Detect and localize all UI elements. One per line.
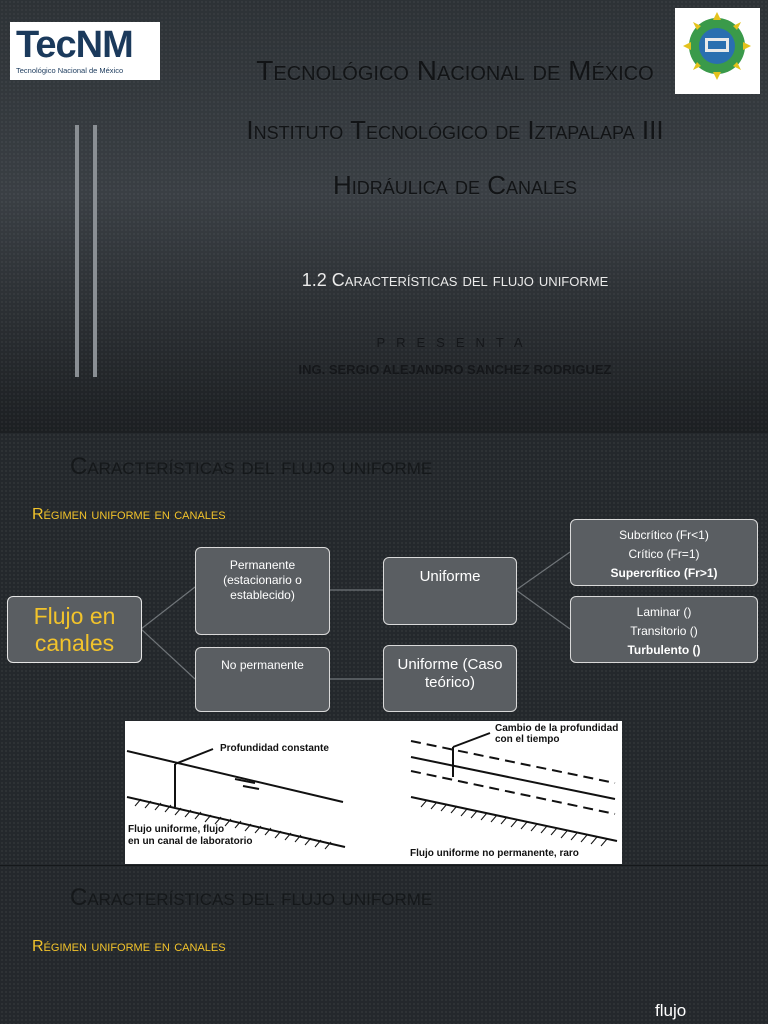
channel-flow-figure — [125, 721, 622, 864]
content-slide-regimen-2 — [0, 866, 768, 1024]
title-slide — [0, 0, 768, 433]
campus-title: Instituto Tecnológico de Iztapalapa III — [246, 115, 664, 145]
node-regimen-reynolds — [570, 596, 758, 663]
presenter-name: ING. SERGIO ALEJANDRO SANCHEZ RODRIGUEZ — [298, 362, 612, 377]
institution-title: Tecnológico Nacional de México — [256, 55, 654, 86]
node-uniforme-teorico-line-2: teórico) — [424, 674, 476, 691]
slide-heading: Características del flujo uniforme — [70, 453, 433, 480]
node-permanente-line-3: establecido) — [230, 588, 295, 602]
node-supercritico: Supercrítico (Fr>1) — [610, 566, 718, 580]
node-no-permanente — [195, 647, 330, 712]
node-uniforme-teorico — [383, 645, 517, 712]
figure-label-depth-change-line-1: Cambio de la profundidad — [495, 723, 619, 734]
section-title: Régimen uniforme en canales — [32, 506, 226, 523]
node-uniforme — [383, 557, 517, 625]
slide3-heading: Características del flujo uniforme — [70, 884, 433, 911]
node-transitorio: Transitorio () — [630, 624, 698, 638]
figure-label-lab-line-1: Flujo uniforme, flujo — [128, 824, 225, 835]
node-flujo-line-1: Flujo en — [33, 602, 116, 629]
tecnm-logo-subtext: Tecnológico Nacional de México — [16, 66, 124, 75]
topic-subtitle: 1.2 Características del flujo uniforme — [301, 270, 609, 290]
node-permanente-line-2: (estacionario o — [223, 573, 302, 587]
slide3-partial-text: flujo — [655, 1001, 687, 1020]
figure-label-constant-depth: Profundidad constante — [220, 743, 329, 754]
node-regimen-froude — [570, 519, 758, 586]
tecnm-logo — [10, 22, 160, 80]
figure-label-lab-line-2: en un canal de laboratorio — [128, 836, 253, 847]
course-title: Hidráulica de Canales — [332, 170, 578, 200]
node-flujo-line-2: canales — [34, 629, 115, 656]
node-uniforme-line: Uniforme — [419, 568, 481, 585]
tecnm-logo-text: TecNM — [16, 24, 133, 66]
node-critico: Crítico (Fr=1) — [628, 547, 700, 561]
node-permanente-line-1: Permanente — [229, 558, 296, 572]
node-no-permanente-line: No permanente — [221, 658, 304, 672]
presenta-label: PRESENTA — [376, 335, 534, 350]
node-subcritico: Subcrítico (Fr<1) — [619, 528, 709, 542]
decor-bar-right — [93, 125, 97, 377]
content-slide-regimen — [0, 433, 768, 865]
node-flujo-en-canales — [7, 596, 142, 663]
node-laminar: Laminar () — [636, 605, 692, 619]
node-turbulento: Turbulento () — [627, 643, 701, 657]
decor-bar-left — [75, 125, 79, 377]
slide3-section-title: Régimen uniforme en canales — [32, 938, 226, 955]
figure-label-unsteady-uniform: Flujo uniforme no permanente, raro — [410, 848, 579, 859]
node-uniforme-teorico-line-1: Uniforme (Caso — [397, 656, 503, 673]
node-permanente — [195, 547, 330, 635]
figure-label-depth-change-line-2: con el tiempo — [495, 734, 560, 745]
